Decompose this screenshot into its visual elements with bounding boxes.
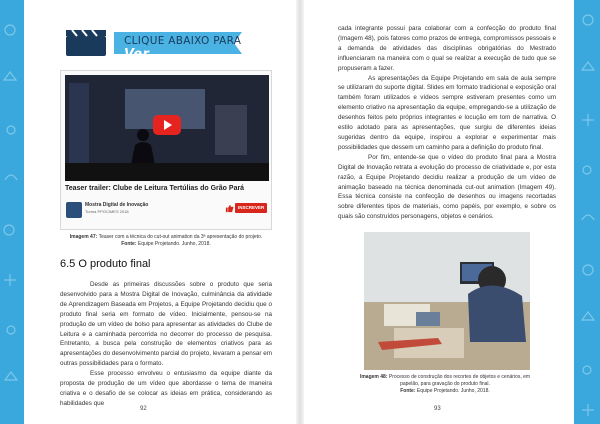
- channel-subtitle: Turma PPGCIMES 2018: [85, 209, 129, 214]
- left-page: [24, 0, 296, 424]
- paragraph: Esse processo envolveu o entusiasmo da equipe diante da proposta de produção de um vídeo que abordasse o tema de maneira criativa e o desafio de se colocar as ideias em prática, considerando as habilidades que: [60, 370, 272, 407]
- right-page: [304, 0, 574, 424]
- paragraph: cada integrante possui para colaborar com a confecção do produto final (Imagem 48), pois fatores como prazos de entrega, compromissos pessoais e a demanda de atividades das disciplinas obrigatórias do Mestrado influenciaram na maneira com o qual se realizar a execução de tudo que se propuseram a fazer.: [338, 25, 556, 72]
- banner-label: CLIQUE ABAIXO PARA Ver: [124, 35, 242, 62]
- book-gutter: [296, 0, 304, 424]
- left-decorative-border: [0, 0, 24, 424]
- channel-name[interactable]: Mostra Digital de Inovação: [85, 202, 149, 208]
- video-title[interactable]: Teaser trailer: Clube de Leitura Tertúlias do Grão Pará: [65, 185, 245, 192]
- thumbs-up-icon[interactable]: [225, 204, 234, 213]
- video-thumbnail[interactable]: [65, 75, 269, 181]
- image-48-caption: Imagem 48: Processo de construção dos recortes de objetos e cenários, em papelão, para gravação do produto final. Fonte: Equipe Projetando. Junho, 2018.: [359, 374, 531, 394]
- section-title: 6.5 O produto final: [60, 258, 151, 270]
- video-embed[interactable]: [60, 70, 272, 230]
- paragraph: As apresentações da Equipe Projetando em sala de aula sempre se utilizaram do suporte digital. Slides em formato tradicional e exposição oral também foram utilizados e vídeos sempre estiveram presentes como um elemento criativo na apresentação da equipe, empregando-se a utilização de desenhos feitos pelo próprios integrantes e locução em tom de narrativa. O estilo adotado para as apresentações, que surgiu de diferentes ideias sugeridas dentro da equipe, inspirou a explorar e experimentar mais possibilidades que dessem um caminho para a definição do produto final.: [338, 74, 556, 151]
- image-47-caption: Imagem 47: Teaser com a técnica do cut-out animation da 3ª apresentação do projeto. Fonte: Equipe Projetando. Junho, 2018.: [69, 234, 263, 247]
- right-body-text: [338, 24, 556, 222]
- page-number-left: 92: [140, 406, 147, 412]
- youtube-play-icon[interactable]: [153, 115, 181, 135]
- left-body-text: [60, 280, 272, 409]
- border-pattern-right: [574, 0, 600, 424]
- person-working-illustration: [364, 232, 530, 370]
- right-decorative-border: [574, 0, 600, 424]
- border-pattern-left: [0, 0, 24, 424]
- image-48-photo: [364, 232, 530, 370]
- page-number-right: 93: [434, 406, 441, 412]
- paragraph: Por fim, entende-se que o vídeo do produto final para a Mostra Digital de Inovação retrata a evolução do processo de criatividade e, por esta razão, a Equipe Projetando decidiu realizar a produção de um vídeo de animação baseado na técnica denominada cut-out animation (Imagem 49). Essa técnica consiste na confecção de desenhos ou imagens recortadas sobre diferentes tipos de materiais, como papéis, por exemplo, e sobre os quais são construídos personagens, objetos e cenários.: [338, 153, 556, 221]
- paragraph: Desde as primeiras discussões sobre o produto que seria desenvolvido para a Mostra Digital de Inovação, culminância da atividade de Aprendizagem Baseada em Projetos, a Equipe Projetando decidiu que o produto final seria em formato de vídeo. Inicialmente, pensou-se na produção de um vídeo de bolso para apresentar as atividades do Clube de Leitura e a caminhada percorrida no decorrer do processo de pesquisa. Entretanto, a busca pela construção de elementos criativos para as apresentações do desenvolvimento parcial do projeto, levaram a pensar em outras possibilidades para o formato.: [60, 281, 272, 368]
- subscribe-button[interactable]: INSCREVER: [235, 203, 267, 213]
- channel-logo-icon: [66, 202, 82, 218]
- click-to-watch-banner[interactable]: [64, 28, 244, 62]
